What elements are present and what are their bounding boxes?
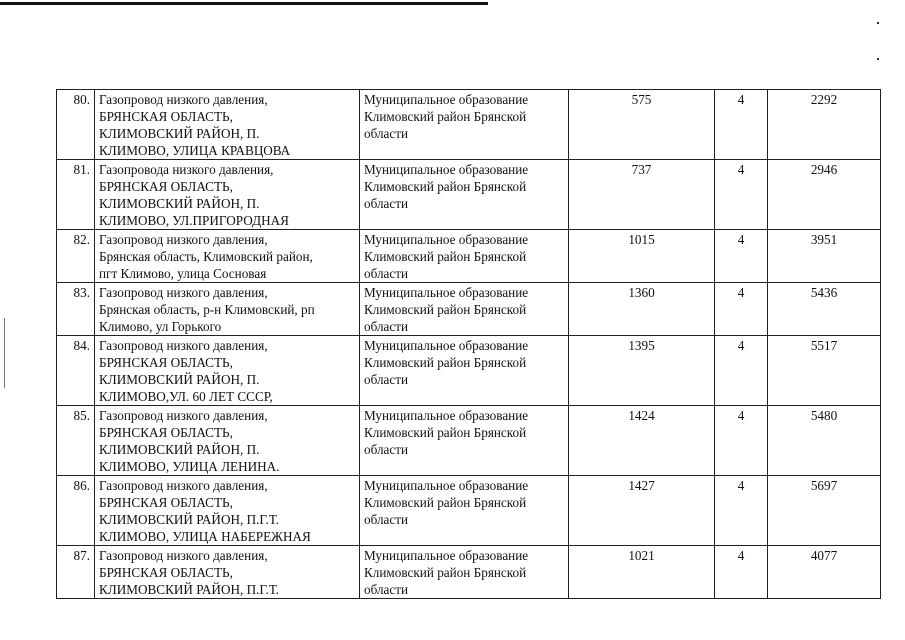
table-row: [57, 90, 881, 160]
object-name-line: КЛИМОВО,УЛ. 60 ЛЕТ СССР,: [99, 389, 273, 404]
value-cell: 3951: [768, 230, 881, 283]
table-row: [57, 546, 881, 599]
owner-line: Муниципальное образование: [364, 478, 529, 493]
object-name-line: КЛИМОВО, УЛИЦА НАБЕРЕЖНАЯ: [99, 529, 311, 544]
length-cell: 1360: [569, 283, 715, 336]
scan-top-rule: [0, 2, 488, 5]
object-name-cell: [95, 160, 360, 230]
object-name-line: Газопровод низкого давления,: [99, 92, 268, 107]
scan-margin-mark: [4, 318, 5, 388]
scan-speck: [877, 58, 879, 60]
object-name-line: КЛИМОВСКИЙ РАЙОН, П.: [99, 372, 260, 387]
owner-line: области: [364, 512, 409, 527]
object-name-line: БРЯНСКАЯ ОБЛАСТЬ,: [99, 179, 233, 194]
value-cell: 5480: [768, 406, 881, 476]
object-name-cell: [95, 90, 360, 160]
table-row: [57, 283, 881, 336]
object-name-line: Климово, ул Горького: [99, 319, 222, 334]
value-cell: 2292: [768, 90, 881, 160]
owner-line: области: [364, 266, 409, 281]
object-name-line: КЛИМОВО, УЛИЦА ЛЕНИНА.: [99, 459, 280, 474]
registry-table-body: [57, 90, 881, 599]
object-name-cell: [95, 230, 360, 283]
object-name-line: БРЯНСКАЯ ОБЛАСТЬ,: [99, 565, 233, 580]
object-name-line: Газопровод низкого давления,: [99, 478, 268, 493]
owner-cell: [360, 406, 569, 476]
pressure-cell: 4: [715, 336, 768, 406]
object-name-cell: [95, 546, 360, 599]
length-cell: 1021: [569, 546, 715, 599]
row-number-cell: 80.: [57, 90, 95, 160]
owner-line: области: [364, 442, 409, 457]
object-name-cell: [95, 406, 360, 476]
value-cell: 2946: [768, 160, 881, 230]
object-name-line: Брянская область, р-н Климовский, рп: [99, 302, 315, 317]
scan-speck: [877, 22, 879, 24]
row-number-cell: 83.: [57, 283, 95, 336]
registry-table: [56, 89, 881, 599]
owner-line: области: [364, 372, 409, 387]
value-cell: 5436: [768, 283, 881, 336]
object-name-line: Газопровод низкого давления,: [99, 408, 268, 423]
owner-line: области: [364, 126, 409, 141]
owner-cell: [360, 160, 569, 230]
object-name-line: КЛИМОВСКИЙ РАЙОН, П.Г.Т.: [99, 512, 279, 527]
object-name-line: БРЯНСКАЯ ОБЛАСТЬ,: [99, 425, 233, 440]
length-cell: 1427: [569, 476, 715, 546]
object-name-line: Газопровод низкого давления,: [99, 232, 268, 247]
owner-line: Климовский район Брянской: [364, 355, 527, 370]
owner-cell: [360, 476, 569, 546]
length-cell: 575: [569, 90, 715, 160]
owner-line: Муниципальное образование: [364, 162, 529, 177]
owner-line: области: [364, 319, 409, 334]
owner-line: Климовский район Брянской: [364, 565, 527, 580]
owner-line: Муниципальное образование: [364, 232, 529, 247]
table-row: [57, 406, 881, 476]
object-name-line: КЛИМОВО, УЛ.ПРИГОРОДНАЯ: [99, 213, 289, 228]
owner-line: Климовский район Брянской: [364, 109, 527, 124]
pressure-cell: 4: [715, 546, 768, 599]
owner-cell: [360, 283, 569, 336]
object-name-line: БРЯНСКАЯ ОБЛАСТЬ,: [99, 355, 233, 370]
row-number-cell: 87.: [57, 546, 95, 599]
owner-line: Климовский район Брянской: [364, 249, 527, 264]
pressure-cell: 4: [715, 90, 768, 160]
length-cell: 1395: [569, 336, 715, 406]
value-cell: 5517: [768, 336, 881, 406]
object-name-line: КЛИМОВСКИЙ РАЙОН, П.: [99, 196, 260, 211]
owner-line: Муниципальное образование: [364, 92, 529, 107]
object-name-line: КЛИМОВО, УЛИЦА КРАВЦОВА: [99, 143, 291, 158]
owner-line: Климовский район Брянской: [364, 302, 527, 317]
length-cell: 1015: [569, 230, 715, 283]
row-number-cell: 85.: [57, 406, 95, 476]
owner-cell: [360, 546, 569, 599]
row-number-cell: 81.: [57, 160, 95, 230]
length-cell: 1424: [569, 406, 715, 476]
pressure-cell: 4: [715, 283, 768, 336]
owner-line: Муниципальное образование: [364, 408, 529, 423]
object-name-cell: [95, 476, 360, 546]
object-name-line: пгт Климово, улица Сосновая: [99, 266, 267, 281]
object-name-line: Газопровод низкого давления,: [99, 285, 268, 300]
table-row: [57, 336, 881, 406]
object-name-line: КЛИМОВСКИЙ РАЙОН, П.Г.Т.: [99, 582, 279, 597]
owner-line: Климовский район Брянской: [364, 425, 527, 440]
owner-line: Муниципальное образование: [364, 548, 529, 563]
table-row: [57, 160, 881, 230]
owner-line: Муниципальное образование: [364, 285, 529, 300]
object-name-cell: [95, 336, 360, 406]
table-row: [57, 230, 881, 283]
owner-line: Климовский район Брянской: [364, 179, 527, 194]
object-name-line: Газопровод низкого давления,: [99, 338, 268, 353]
object-name-line: КЛИМОВСКИЙ РАЙОН, П.: [99, 442, 260, 457]
object-name-line: Газопровод низкого давления,: [99, 548, 268, 563]
owner-cell: [360, 90, 569, 160]
object-name-cell: [95, 283, 360, 336]
pressure-cell: 4: [715, 476, 768, 546]
value-cell: 5697: [768, 476, 881, 546]
row-number-cell: 84.: [57, 336, 95, 406]
object-name-line: Газопровода низкого давления,: [99, 162, 274, 177]
owner-line: области: [364, 196, 409, 211]
value-cell: 4077: [768, 546, 881, 599]
owner-line: Муниципальное образование: [364, 338, 529, 353]
row-number-cell: 82.: [57, 230, 95, 283]
owner-cell: [360, 336, 569, 406]
object-name-line: КЛИМОВСКИЙ РАЙОН, П.: [99, 126, 260, 141]
object-name-line: БРЯНСКАЯ ОБЛАСТЬ,: [99, 109, 233, 124]
object-name-line: Брянская область, Климовский район,: [99, 249, 313, 264]
table-row: [57, 476, 881, 546]
pressure-cell: 4: [715, 406, 768, 476]
owner-line: области: [364, 582, 409, 597]
owner-cell: [360, 230, 569, 283]
pressure-cell: 4: [715, 160, 768, 230]
row-number-cell: 86.: [57, 476, 95, 546]
length-cell: 737: [569, 160, 715, 230]
object-name-line: БРЯНСКАЯ ОБЛАСТЬ,: [99, 495, 233, 510]
owner-line: Климовский район Брянской: [364, 495, 527, 510]
pressure-cell: 4: [715, 230, 768, 283]
